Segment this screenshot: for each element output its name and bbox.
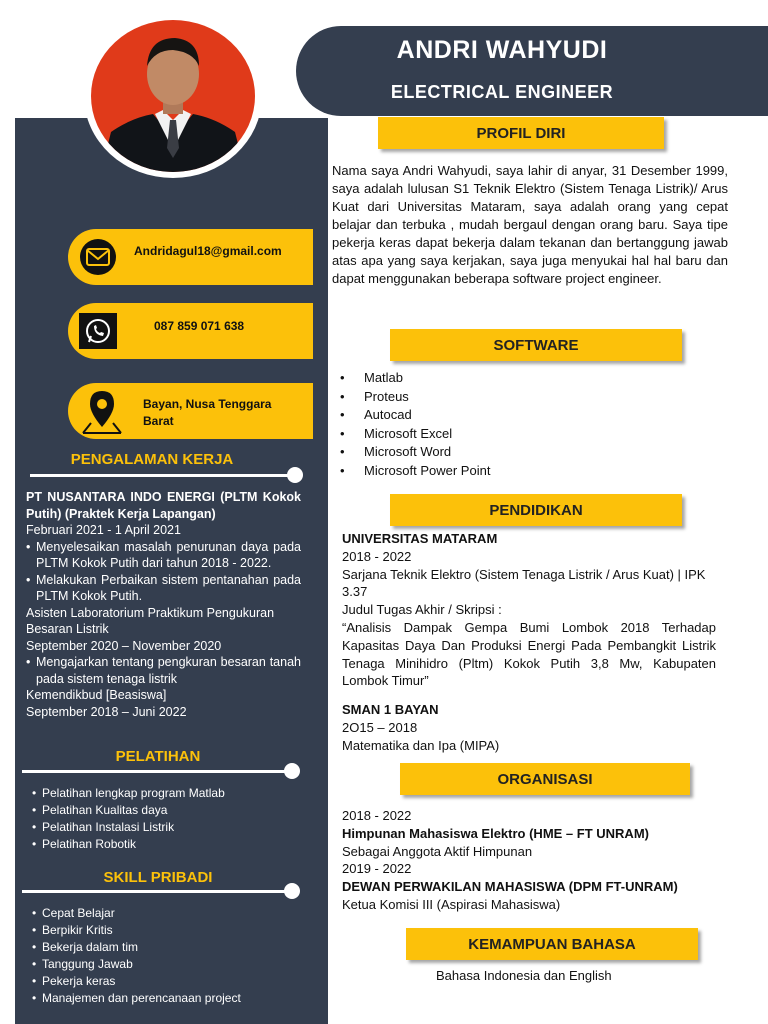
list-item: • Cepat Belajar (32, 905, 302, 922)
job-period: September 2018 – Juni 2022 (26, 704, 187, 719)
list-item: • Mengajarkan tentang pengkuran besaran tanah pada sistem tenaga listrik (26, 654, 301, 687)
job-title: PT NUSANTARA INDO ENERGI (PLTM Kokok Putih) (Praktek Kerja Lapangan) (26, 490, 301, 521)
list-item: • Bekerja dalam tim (32, 939, 302, 956)
org-role: Sebagai Anggota Aktif Himpunan (342, 843, 533, 859)
profile-photo (91, 20, 255, 172)
whatsapp-icon (78, 313, 118, 349)
list-item: • Berpikir Kritis (32, 922, 302, 939)
university-name: UNIVERSITAS MATARAM (342, 531, 498, 546)
candidate-name: ANDRI WAHYUDI (396, 36, 608, 64)
profile-heading: PROFIL DIRI (378, 117, 664, 149)
job-period: Februari 2021 - 1 April 2021 (26, 523, 181, 537)
org-name: Himpunan Mahasiswa Elektro (HME – FT UNRAM) (342, 825, 649, 841)
school-section (342, 701, 716, 754)
list-item: • Microsoft Excel (332, 425, 632, 444)
divider-dot (287, 467, 303, 483)
list-item: • Matlab (332, 369, 632, 388)
education-section (342, 530, 716, 690)
training-heading: PELATIHAN (115, 748, 201, 765)
experience-section (26, 489, 301, 720)
list-item: • Autocad (332, 406, 632, 425)
software-heading: SOFTWARE (390, 329, 682, 361)
list-item: • Menyelesaikan masalah penurunan daya pada PLTM Kokok Putih dari tahun 2018 - 2022. (26, 539, 301, 572)
org-role: Ketua Komisi III (Aspirasi Mahasiswa) (342, 896, 561, 912)
experience-heading: PENGALAMAN KERJA (70, 451, 234, 468)
list-item: • Pelatihan Kualitas daya (32, 802, 292, 819)
list-item: • Pekerja keras (32, 973, 302, 990)
school-name: SMAN 1 BAYAN (342, 702, 439, 717)
candidate-role: ELECTRICAL ENGINEER (390, 82, 614, 102)
job-period: September 2020 – November 2020 (26, 638, 222, 653)
list-item: • Manajemen dan perencanaan project (32, 990, 302, 1007)
job-title: Kemendikbud [Beasiswa] (26, 688, 167, 702)
address-text: Bayan, Nusa Tenggara Barat (143, 397, 272, 428)
org-name: DEWAN PERWAKILAN MAHASISWA (DPM FT-UNRAM) (342, 879, 678, 895)
list-item: • Microsoft Power Point (332, 462, 632, 481)
thesis-label: Judul Tugas Akhir / Skripsi : (342, 602, 502, 618)
profile-text: Nama saya Andri Wahyudi, saya lahir di anyar, 31 Desember 1999, saya adalah lulusan S1 Teknik Elektro (Sistem Tenaga Listrik)/ Arus Kuat dari Universitas Mataram, saya adalah orang yang cepat belajar dan terbuka , mudah bergaul dengan orang baru. Saya tipe pekerja keras dapat bekerja dalam tekanan dan bertanggung jawab atas apa yang saya kerjakan, saya juga menyukai hal hal baru dan dapat menggunakan beberapa software project engineer. (332, 163, 728, 286)
language-text: Bahasa Indonesia dan English (436, 968, 612, 983)
divider-line (30, 474, 292, 477)
divider-line (22, 770, 292, 773)
list-item: • Proteus (332, 388, 632, 407)
list-item: • Pelatihan Robotik (32, 836, 292, 853)
skills-heading: SKILL PRIBADI (103, 869, 213, 886)
email-text[interactable]: Andridagul18@gmail.com (134, 244, 282, 258)
organization-heading: ORGANISASI (400, 763, 690, 795)
skills-list (32, 905, 302, 1007)
location-pin-icon (78, 387, 126, 435)
list-item: • Tanggung Jawab (32, 956, 302, 973)
email-icon (78, 239, 118, 275)
thesis-title: “Analisis Dampak Gempa Bumi Lombok 2018 Terhadap Kapasitas Daya Dan Produksi Energi Pada Pembangkit Listrik Tenaga Minihidro (Pltm) Kokok Putih 3,8 Mw, Kabupaten Lombok Timur” (342, 619, 716, 689)
list-item: • Pelatihan Instalasi Listrik (32, 819, 292, 836)
divider-dot (284, 883, 300, 899)
education-heading: PENDIDIKAN (390, 494, 682, 526)
divider-line (22, 890, 292, 893)
school-period: 2O15 – 2018 (342, 719, 418, 735)
divider-dot (284, 763, 300, 779)
list-item: • Microsoft Word (332, 443, 632, 462)
training-list (32, 785, 292, 853)
university-period: 2018 - 2022 (342, 548, 412, 564)
list-item: • Pelatihan lengkap program Matlab (32, 785, 292, 802)
organization-section (342, 807, 722, 914)
school-major: Matematika dan Ipa (MIPA) (342, 737, 500, 753)
phone-text: 087 859 071 638 (154, 319, 245, 333)
list-item: • Melakukan Perbaikan sistem pentanahan pada PLTM Kokok Putih. (26, 572, 301, 605)
language-heading: KEMAMPUAN BAHASA (406, 928, 698, 960)
university-degree: Sarjana Teknik Elektro (Sistem Tenaga Listrik / Arus Kuat) | IPK 3.37 (342, 566, 706, 600)
org-period: 2019 - 2022 (342, 861, 412, 877)
software-list (332, 369, 632, 480)
org-period: 2018 - 2022 (342, 808, 412, 823)
job-title: Asisten Laboratorium Praktikum Pengukuran Besaran Listrik (26, 605, 275, 636)
